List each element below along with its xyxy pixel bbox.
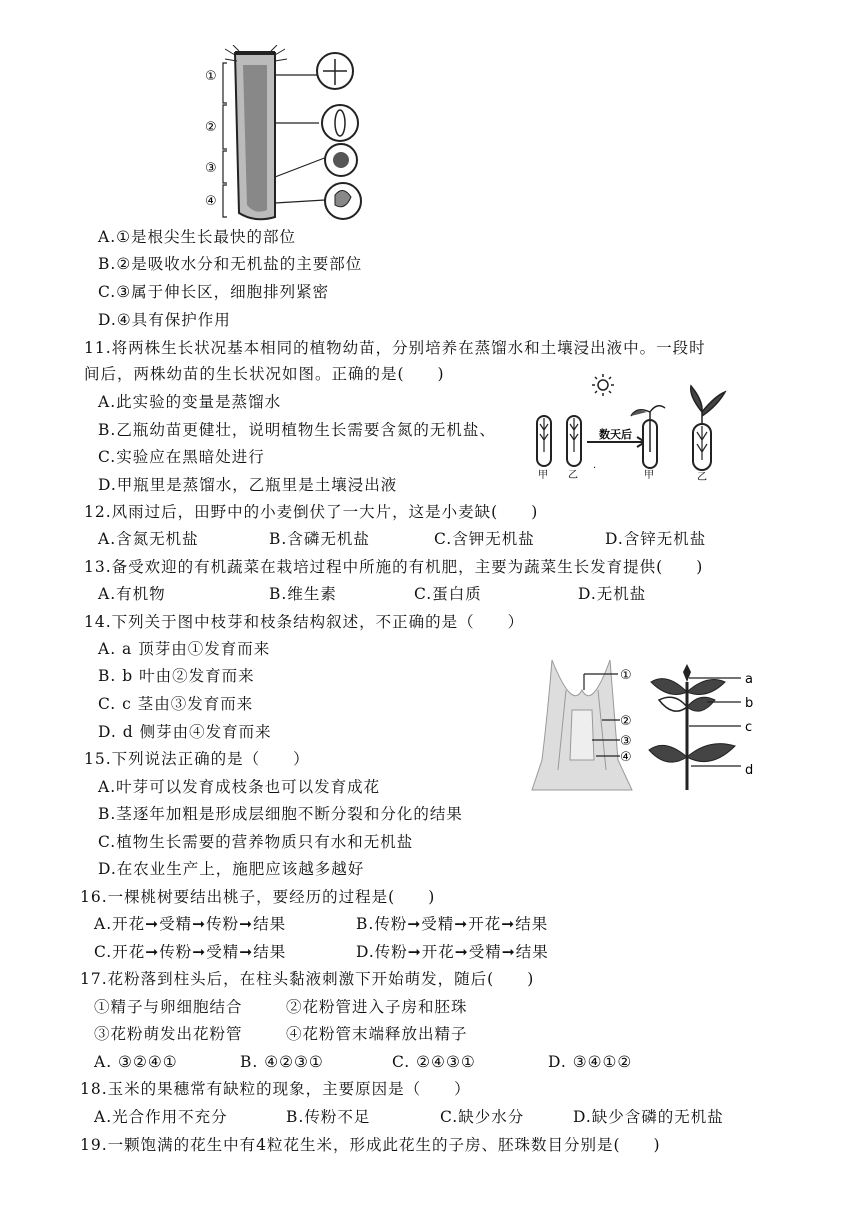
tube-label-4: 乙 [697,472,707,482]
q17-stem: 17.花粉落到柱头后，在柱头黏液刺激下开始萌发，随后( ) [80,970,535,988]
q12-option-b: B.含磷无机盐 [269,530,370,548]
branch-label-d: d [745,763,754,778]
q16-stem: 16.一棵桃树要结出桃子，要经历的过程是( ) [80,888,436,906]
root-label-3: ③ [205,161,217,176]
q12-option-c: C.含钾无机盐 [434,530,535,548]
q16-option-c: C.开花➞传粉➞受精➞结果 [94,943,287,961]
q17-option-a: A. ③②④① [94,1053,178,1071]
q15-stem: 15.下列说法正确的是（ ） [84,750,310,768]
branch-label-c: c [745,720,753,735]
q13-stem: 13.备受欢迎的有机蔬菜在栽培过程中所施的有机肥，主要为蔬菜生长发育提供( ) [84,558,704,576]
q16-option-d: D.传粉➞开花➞受精➞结果 [356,943,549,961]
bud-label-3: ③ [620,734,632,749]
bud-figure [522,650,642,800]
q11-option-c: C.实验应在黑暗处进行 [98,448,265,466]
q15-option-d: D.在农业生产上，施肥应该越多越好 [98,860,365,878]
q12-stem: 12.风雨过后，田野中的小麦倒伏了一大片，这是小麦缺( ) [84,503,539,521]
q17-option-c: C. ②④③① [392,1053,476,1071]
q10-option-b: B.②是吸收水分和无机盐的主要部位 [98,255,363,273]
q17-item-2: ②花粉管进入子房和胚珠 [286,998,468,1016]
q13-option-a: A.有机物 [98,585,166,603]
root-tip-figure [195,45,370,225]
q12-option-a: A.含氮无机盐 [98,530,199,548]
q18-option-d: D.缺少含磷的无机盐 [573,1108,724,1126]
dot-mark: . [593,460,597,471]
branch-figure [645,662,765,792]
q15-option-b: B.茎逐年加粗是形成层细胞不断分裂和分化的结果 [98,805,463,823]
q18-option-b: B.传粉不足 [286,1108,371,1126]
q18-option-a: A.光合作用不充分 [94,1108,228,1126]
bud-label-2: ② [620,714,632,729]
q10-option-a: A.①是根尖生长最快的部位 [98,228,297,246]
q13-option-c: C.蛋白质 [414,585,482,603]
arrow-label: 数天后 [599,428,632,441]
q11-option-d: D.甲瓶里是蒸馏水，乙瓶里是土壤浸出液 [98,476,398,494]
q16-option-b: B.传粉➞受精➞开花➞结果 [356,915,549,933]
q10-option-d: D.④具有保护作用 [98,311,231,329]
tube-label-3: 甲 [644,470,654,481]
q13-option-b: B.维生素 [269,585,337,603]
q15-option-a: A.叶芽可以发育成枝条也可以发育成花 [98,778,381,796]
q14-option-a: A. a 顶芽由①发育而来 [98,640,271,658]
root-label-4: ④ [205,194,217,209]
q10-option-c: C.③属于伸长区，细胞排列紧密 [98,283,330,301]
q17-item-4: ④花粉管末端释放出精子 [286,1025,468,1043]
q11-option-a: A.此实验的变量是蒸馏水 [98,393,282,411]
q15-option-c: C.植物生长需要的营养物质只有水和无机盐 [98,833,414,851]
q17-item-1: ①精子与卵细胞结合 [94,998,243,1016]
q14-stem: 14.下列关于图中枝芽和枝条结构叙述，不正确的是（ ） [84,613,525,631]
sun-icon [592,374,614,396]
branch-label-a: a [745,672,753,687]
root-label-2: ② [205,120,217,135]
q14-option-c: C. c 茎由③发育而来 [98,695,254,713]
tube-label-2: 乙 [568,470,578,481]
bud-label-1: ① [620,668,632,683]
q11-stem-line1: 11.将两株生长状况基本相同的植物幼苗，分别培养在蒸馏水和土壤浸出液中。一段时 [84,339,706,357]
q19-stem: 19.一颗饱满的花生中有4粒花生米，形成此花生的子房、胚珠数目分别是( ) [80,1136,661,1154]
q14-option-d: D. d 侧芽由④发育而来 [98,723,272,741]
q18-stem: 18.玉米的果穗常有缺粒的现象，主要原因是（ ） [80,1080,471,1098]
tube-label-1: 甲 [538,470,548,481]
q17-option-d: D. ③④①② [548,1053,633,1071]
bud-label-4: ④ [620,750,632,765]
q11-stem-line2: 间后，两株幼苗的生长状况如图。正确的是( ) [84,365,445,383]
q13-option-d: D.无机盐 [578,585,647,603]
root-label-1: ① [205,69,217,84]
q17-option-b: B. ④②③① [240,1053,324,1071]
q11-option-b: B.乙瓶幼苗更健壮，说明植物生长需要含氮的无机盐、 [98,421,496,439]
q12-option-d: D.含锌无机盐 [605,530,707,548]
q18-option-c: C.缺少水分 [440,1108,525,1126]
branch-label-b: b [745,696,754,711]
q16-option-a: A.开花➞受精➞传粉➞结果 [94,915,287,933]
seedling-tubes-figure [525,372,740,482]
q14-option-b: B. b 叶由②发育而来 [98,667,255,685]
q17-item-3: ③花粉萌发出花粉管 [94,1025,243,1043]
